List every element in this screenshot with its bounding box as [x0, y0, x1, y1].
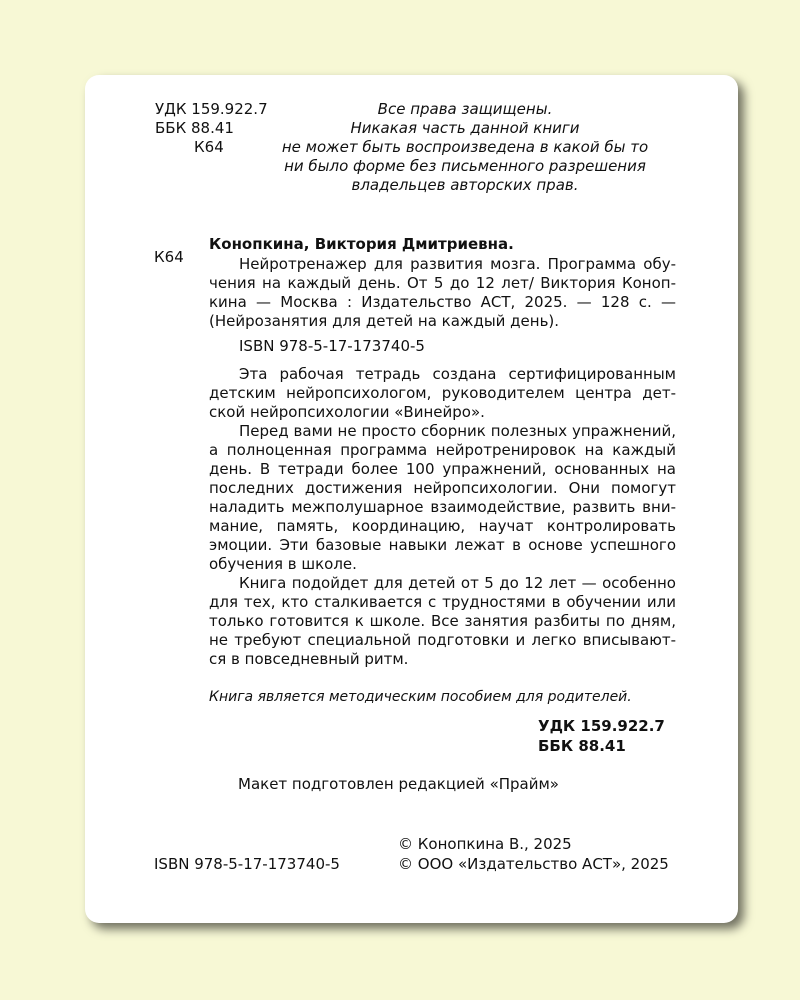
- abstract-line: мание, память, координацию, научат контролировать: [209, 517, 676, 535]
- abstract-line: для тех, кто сталкивается с трудностями в обучении или: [209, 593, 676, 611]
- abstract-line: детским нейропсихологом, руководителем центра дет-: [209, 384, 676, 402]
- abstract-line: последних достижения нейропсихологии. Они помогут: [209, 479, 676, 497]
- record-line: (Нейрозанятия для детей на каждый день).: [209, 312, 560, 330]
- isbn-bottom: ISBN 978-5-17-173740-5: [154, 855, 340, 873]
- copyright-block: [398, 835, 669, 875]
- copyright-author: © Конопкина В., 2025: [398, 835, 572, 853]
- rights-notice: [265, 100, 665, 195]
- record-author: Конопкина, Виктория Дмитриевна.: [209, 235, 514, 253]
- imprint-page: [85, 75, 738, 923]
- bbk-code: ББК 88.41: [155, 119, 234, 137]
- record-line: чения на каждый день. От 5 до 12 лет/ Виктория Коноп-: [209, 274, 676, 292]
- abstract-line: ся в повседневный ритм.: [209, 650, 409, 668]
- abstract-line: Перед вами не просто сборник полезных упражнений,: [239, 422, 676, 440]
- rights-line: ни было форме без письменного разрешения: [284, 157, 646, 175]
- abstract-line: день. В тетради более 100 упражнений, основанных на: [209, 460, 676, 478]
- classification-codes-bottom: [538, 717, 665, 757]
- udk-code: УДК 159.922.7: [155, 100, 268, 118]
- rights-line: Все права защищены.: [377, 100, 553, 118]
- abstract-line: только готовится к школе. Все занятия разбиты по дням,: [209, 612, 676, 630]
- abstract-line: Эта рабочая тетрадь создана сертифицированным: [239, 365, 676, 383]
- abstract-line: не требуют специальной подготовки и легко вписывают-: [209, 631, 676, 649]
- rights-line: владельцев авторских прав.: [351, 176, 579, 194]
- abstract-line: наладить межполушарное взаимодействие, развить вни-: [209, 498, 676, 516]
- copyright-publisher: © ООО «Издательство АСТ», 2025: [398, 855, 669, 873]
- author-mark-side: К64: [154, 248, 184, 266]
- udk-code-bottom: УДК 159.922.7: [538, 717, 665, 735]
- bibliographic-record: [209, 235, 676, 331]
- abstract-line: ской нейропсихологии «Винейро».: [209, 403, 485, 421]
- abstract-line: а полноценная программа нейротренировок на каждый: [209, 441, 676, 459]
- record-isbn: ISBN 978-5-17-173740-5: [239, 337, 425, 355]
- record-line: кина — Москва : Издательство АСТ, 2025. — 128 с. —: [209, 293, 676, 311]
- classification-codes-top: [155, 100, 268, 157]
- rights-line: не может быть воспроизведена в какой бы то: [281, 138, 649, 156]
- author-mark: К64: [194, 138, 224, 156]
- abstract-line: Книга подойдет для детей от 5 до 12 лет — особенно: [239, 574, 676, 592]
- abstract-line: обучения в школе.: [209, 555, 357, 573]
- bbk-code-bottom: ББК 88.41: [538, 737, 626, 755]
- abstract: [209, 365, 676, 669]
- record-line: Нейротренажер для развития мозга. Программа обу-: [239, 255, 676, 273]
- method-note: Книга является методическим пособием для родителей.: [209, 689, 632, 705]
- abstract-line: эмоции. Эти базовые навыки лежат в основе успешного: [209, 536, 676, 554]
- rights-line: Никакая часть данной книги: [350, 119, 580, 137]
- layout-credit: Макет подготовлен редакцией «Прайм»: [238, 775, 559, 793]
